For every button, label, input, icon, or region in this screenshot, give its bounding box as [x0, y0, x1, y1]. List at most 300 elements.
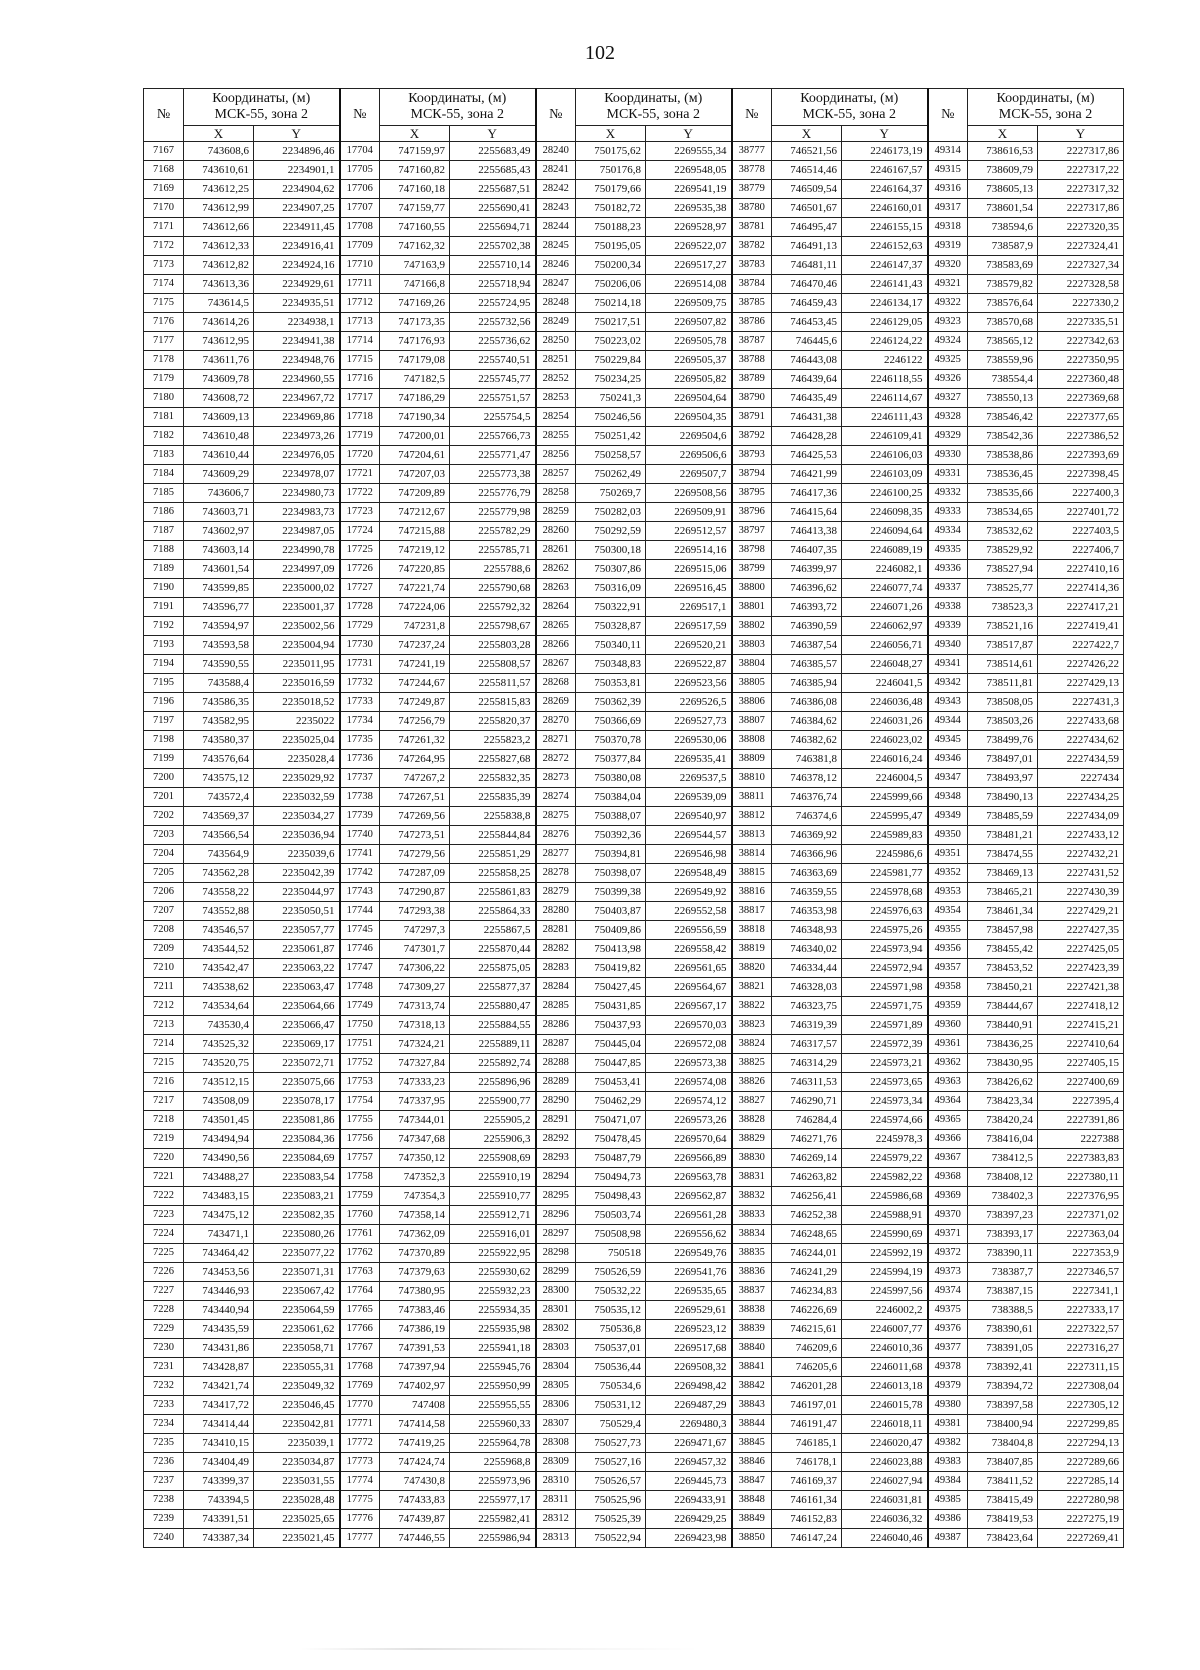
y-coordinate: 2227386,52	[1038, 427, 1124, 446]
point-number: 28279	[536, 883, 576, 902]
x-coordinate: 750534,6	[576, 1377, 646, 1396]
x-coordinate: 738426,62	[968, 1073, 1038, 1092]
x-coordinate: 750525,96	[576, 1491, 646, 1510]
y-coordinate: 2255945,76	[450, 1358, 536, 1377]
y-coordinate: 2235011,95	[254, 655, 340, 674]
x-coordinate: 747279,56	[380, 845, 450, 864]
x-coordinate: 746191,47	[772, 1415, 842, 1434]
point-number: 17750	[340, 1016, 380, 1035]
x-coordinate: 750340,11	[576, 636, 646, 655]
x-coordinate: 738453,52	[968, 959, 1038, 978]
point-number: 28252	[536, 370, 576, 389]
x-coordinate: 738388,5	[968, 1301, 1038, 1320]
x-coordinate: 743609,13	[184, 408, 254, 427]
table-row	[144, 275, 1124, 294]
point-number: 28302	[536, 1320, 576, 1339]
y-coordinate: 2269522,07	[646, 237, 732, 256]
y-coordinate: 2255838,8	[450, 807, 536, 826]
x-coordinate: 743599,85	[184, 579, 254, 598]
x-coordinate: 738420,24	[968, 1111, 1038, 1130]
point-number: 38828	[732, 1111, 772, 1130]
y-coordinate: 2246164,37	[842, 180, 928, 199]
point-number: 38798	[732, 541, 772, 560]
point-number: 17767	[340, 1339, 380, 1358]
x-header: X	[576, 126, 646, 142]
table-row	[144, 465, 1124, 484]
table-row	[144, 218, 1124, 237]
y-coordinate: 2255803,28	[450, 636, 536, 655]
y-coordinate: 2227434,09	[1038, 807, 1124, 826]
y-coordinate: 2269529,61	[646, 1301, 732, 1320]
point-number: 7226	[144, 1263, 184, 1282]
x-coordinate: 746323,75	[772, 997, 842, 1016]
y-coordinate: 2246089,19	[842, 541, 928, 560]
y-coordinate: 2255910,19	[450, 1168, 536, 1187]
y-coordinate: 2246062,97	[842, 617, 928, 636]
point-number: 38839	[732, 1320, 772, 1339]
y-coordinate: 2234948,76	[254, 351, 340, 370]
y-coordinate: 2227324,41	[1038, 237, 1124, 256]
x-coordinate: 750394,81	[576, 845, 646, 864]
x-coordinate: 746521,56	[772, 142, 842, 161]
x-coordinate: 747200,01	[380, 427, 450, 446]
y-coordinate: 2246103,09	[842, 465, 928, 484]
table-row	[144, 408, 1124, 427]
x-coordinate: 738616,53	[968, 142, 1038, 161]
x-coordinate: 738387,7	[968, 1263, 1038, 1282]
point-number: 49334	[928, 522, 968, 541]
point-number: 7182	[144, 427, 184, 446]
point-number: 17720	[340, 446, 380, 465]
point-number: 49325	[928, 351, 968, 370]
point-number: 17707	[340, 199, 380, 218]
point-number: 7215	[144, 1054, 184, 1073]
coords-label: Координаты, (м)	[996, 91, 1095, 106]
x-coordinate: 738412,5	[968, 1149, 1038, 1168]
x-coordinate: 747324,21	[380, 1035, 450, 1054]
y-coordinate: 2235083,21	[254, 1187, 340, 1206]
y-coordinate: 2255782,29	[450, 522, 536, 541]
x-coordinate: 738415,49	[968, 1491, 1038, 1510]
y-coordinate: 2269539,09	[646, 788, 732, 807]
x-coordinate: 738546,42	[968, 408, 1038, 427]
y-coordinate: 2235001,37	[254, 598, 340, 617]
point-number: 28283	[536, 959, 576, 978]
x-coordinate: 750508,98	[576, 1225, 646, 1244]
x-coordinate: 750532,22	[576, 1282, 646, 1301]
y-coordinate: 2235066,47	[254, 1016, 340, 1035]
table-row	[144, 1244, 1124, 1263]
y-coordinate: 2269516,45	[646, 579, 732, 598]
x-coordinate: 738393,17	[968, 1225, 1038, 1244]
point-number: 49335	[928, 541, 968, 560]
point-number: 17727	[340, 579, 380, 598]
point-number: 49352	[928, 864, 968, 883]
x-coordinate: 743601,54	[184, 560, 254, 579]
x-coordinate: 750262,49	[576, 465, 646, 484]
point-number: 38826	[732, 1073, 772, 1092]
x-coordinate: 738517,87	[968, 636, 1038, 655]
point-number: 28309	[536, 1453, 576, 1472]
y-coordinate: 2269535,65	[646, 1282, 732, 1301]
point-number: 49369	[928, 1187, 968, 1206]
x-coordinate: 743387,34	[184, 1529, 254, 1548]
y-coordinate: 2227327,34	[1038, 256, 1124, 275]
x-coordinate: 743580,37	[184, 731, 254, 750]
table-row	[144, 1263, 1124, 1282]
point-number: 49321	[928, 275, 968, 294]
y-coordinate: 2227417,21	[1038, 598, 1124, 617]
point-number: 17757	[340, 1149, 380, 1168]
x-coordinate: 746234,83	[772, 1282, 842, 1301]
y-coordinate: 2227377,65	[1038, 408, 1124, 427]
point-number: 49383	[928, 1453, 968, 1472]
y-coordinate: 2269504,35	[646, 408, 732, 427]
x-coordinate: 743564,9	[184, 845, 254, 864]
point-number: 38777	[732, 142, 772, 161]
x-coordinate: 746491,13	[772, 237, 842, 256]
point-number: 17770	[340, 1396, 380, 1415]
point-number: 7190	[144, 579, 184, 598]
point-number: 7227	[144, 1282, 184, 1301]
y-coordinate: 2227371,02	[1038, 1206, 1124, 1225]
x-coordinate: 743464,42	[184, 1244, 254, 1263]
y-coordinate: 2255955,55	[450, 1396, 536, 1415]
x-coordinate: 747224,06	[380, 598, 450, 617]
y-coordinate: 2234969,86	[254, 408, 340, 427]
y-coordinate: 2234941,38	[254, 332, 340, 351]
point-number: 28259	[536, 503, 576, 522]
point-number: 38848	[732, 1491, 772, 1510]
point-number: 49385	[928, 1491, 968, 1510]
y-coordinate: 2227434,62	[1038, 731, 1124, 750]
x-coordinate: 738534,65	[968, 503, 1038, 522]
y-coordinate: 2269514,08	[646, 275, 732, 294]
point-number: 7230	[144, 1339, 184, 1358]
y-coordinate: 2235031,55	[254, 1472, 340, 1491]
point-number: 17738	[340, 788, 380, 807]
x-coordinate: 743572,4	[184, 788, 254, 807]
x-coordinate: 747267,2	[380, 769, 450, 788]
x-coordinate: 738499,76	[968, 731, 1038, 750]
y-coordinate: 2235078,17	[254, 1092, 340, 1111]
point-number: 17756	[340, 1130, 380, 1149]
x-coordinate: 743552,88	[184, 902, 254, 921]
point-number: 17743	[340, 883, 380, 902]
scan-smudge	[300, 1648, 700, 1650]
x-coordinate: 746387,54	[772, 636, 842, 655]
x-coordinate: 747219,12	[380, 541, 450, 560]
x-coordinate: 747186,29	[380, 389, 450, 408]
y-coordinate: 2255960,33	[450, 1415, 536, 1434]
point-number: 28286	[536, 1016, 576, 1035]
point-number: 49338	[928, 598, 968, 617]
point-number: 28267	[536, 655, 576, 674]
x-coordinate: 746470,46	[772, 275, 842, 294]
point-number: 7229	[144, 1320, 184, 1339]
x-coordinate: 738394,72	[968, 1377, 1038, 1396]
x-coordinate: 746428,28	[772, 427, 842, 446]
y-coordinate: 2269508,56	[646, 484, 732, 503]
x-coordinate: 746399,97	[772, 560, 842, 579]
y-coordinate: 2227418,12	[1038, 997, 1124, 1016]
x-coordinate: 747176,93	[380, 332, 450, 351]
x-coordinate: 743582,95	[184, 712, 254, 731]
x-coordinate: 747220,85	[380, 560, 450, 579]
point-number: 49356	[928, 940, 968, 959]
y-coordinate: 2234976,05	[254, 446, 340, 465]
y-coordinate: 2245973,21	[842, 1054, 928, 1073]
point-number: 38836	[732, 1263, 772, 1282]
x-coordinate: 746382,62	[772, 731, 842, 750]
table-row	[144, 997, 1124, 1016]
point-number: 49342	[928, 674, 968, 693]
x-coordinate: 750427,45	[576, 978, 646, 997]
point-number: 49386	[928, 1510, 968, 1529]
y-coordinate: 2269509,75	[646, 294, 732, 313]
coords-header	[184, 89, 340, 126]
x-coordinate: 750362,39	[576, 693, 646, 712]
x-coordinate: 747293,38	[380, 902, 450, 921]
point-number: 49318	[928, 218, 968, 237]
y-coordinate: 2269471,67	[646, 1434, 732, 1453]
x-coordinate: 747318,13	[380, 1016, 450, 1035]
point-number: 17721	[340, 465, 380, 484]
y-coordinate: 2255779,98	[450, 503, 536, 522]
table-row	[144, 731, 1124, 750]
point-number: 17732	[340, 674, 380, 693]
x-header: X	[772, 126, 842, 142]
point-number: 17729	[340, 617, 380, 636]
x-coordinate: 750229,84	[576, 351, 646, 370]
x-coordinate: 747244,67	[380, 674, 450, 693]
y-coordinate: 2255790,68	[450, 579, 536, 598]
point-number: 7184	[144, 465, 184, 484]
x-coordinate: 746453,45	[772, 313, 842, 332]
table-row	[144, 522, 1124, 541]
x-coordinate: 738570,68	[968, 313, 1038, 332]
point-number: 49373	[928, 1263, 968, 1282]
x-coordinate: 738416,04	[968, 1130, 1038, 1149]
y-coordinate: 2227285,14	[1038, 1472, 1124, 1491]
x-coordinate: 743544,52	[184, 940, 254, 959]
y-coordinate: 2269504,64	[646, 389, 732, 408]
point-number: 38796	[732, 503, 772, 522]
point-number: 7216	[144, 1073, 184, 1092]
y-coordinate: 2234960,55	[254, 370, 340, 389]
point-number: 38807	[732, 712, 772, 731]
system-label: МСК-55, зона 2	[214, 107, 308, 122]
x-coordinate: 747173,35	[380, 313, 450, 332]
y-coordinate: 2245995,47	[842, 807, 928, 826]
y-coordinate: 2227422,7	[1038, 636, 1124, 655]
x-coordinate: 747397,94	[380, 1358, 450, 1377]
y-coordinate: 2255823,2	[450, 731, 536, 750]
x-coordinate: 743440,94	[184, 1301, 254, 1320]
x-coordinate: 743614,26	[184, 313, 254, 332]
y-coordinate: 2246016,24	[842, 750, 928, 769]
point-number: 17774	[340, 1472, 380, 1491]
point-number: 7192	[144, 617, 184, 636]
point-number: 28266	[536, 636, 576, 655]
x-coordinate: 747182,5	[380, 370, 450, 389]
x-coordinate: 743490,56	[184, 1149, 254, 1168]
point-number: 38789	[732, 370, 772, 389]
point-number: 49347	[928, 769, 968, 788]
x-coordinate: 746384,62	[772, 712, 842, 731]
point-number: 49367	[928, 1149, 968, 1168]
x-coordinate: 746317,57	[772, 1035, 842, 1054]
point-number: 7232	[144, 1377, 184, 1396]
point-number: 38790	[732, 389, 772, 408]
x-coordinate: 738511,81	[968, 674, 1038, 693]
point-number: 38815	[732, 864, 772, 883]
point-number: 49337	[928, 579, 968, 598]
x-coordinate: 738536,45	[968, 465, 1038, 484]
point-number: 38809	[732, 750, 772, 769]
y-coordinate: 2246129,05	[842, 313, 928, 332]
x-coordinate: 746271,76	[772, 1130, 842, 1149]
x-coordinate: 750195,05	[576, 237, 646, 256]
y-coordinate: 2235028,4	[254, 750, 340, 769]
point-number: 38786	[732, 313, 772, 332]
x-coordinate: 743608,6	[184, 142, 254, 161]
point-number: 38820	[732, 959, 772, 978]
y-coordinate: 2246134,17	[842, 294, 928, 313]
system-label: МСК-55, зона 2	[802, 107, 896, 122]
point-number: 38808	[732, 731, 772, 750]
coordinates-table	[143, 88, 1124, 1548]
point-number: 49339	[928, 617, 968, 636]
x-coordinate: 750370,78	[576, 731, 646, 750]
x-coordinate: 746197,01	[772, 1396, 842, 1415]
x-coordinate: 746201,28	[772, 1377, 842, 1396]
x-coordinate: 750403,87	[576, 902, 646, 921]
x-coordinate: 746481,11	[772, 256, 842, 275]
y-coordinate: 2234901,1	[254, 161, 340, 180]
x-coordinate: 743391,51	[184, 1510, 254, 1529]
x-coordinate: 746425,53	[772, 446, 842, 465]
point-number: 28273	[536, 769, 576, 788]
x-coordinate: 747160,18	[380, 180, 450, 199]
x-coordinate: 746290,71	[772, 1092, 842, 1111]
x-coordinate: 738514,61	[968, 655, 1038, 674]
point-number: 28299	[536, 1263, 576, 1282]
point-number: 28250	[536, 332, 576, 351]
y-coordinate: 2235061,62	[254, 1320, 340, 1339]
x-coordinate: 747159,97	[380, 142, 450, 161]
x-coordinate: 750384,04	[576, 788, 646, 807]
x-coordinate: 743569,37	[184, 807, 254, 826]
y-coordinate: 2227393,69	[1038, 446, 1124, 465]
y-coordinate: 2246155,15	[842, 218, 928, 237]
y-coordinate: 2255880,47	[450, 997, 536, 1016]
y-coordinate: 2235032,59	[254, 788, 340, 807]
y-coordinate: 2269574,12	[646, 1092, 732, 1111]
point-number: 17762	[340, 1244, 380, 1263]
x-coordinate: 750353,81	[576, 674, 646, 693]
point-number: 7177	[144, 332, 184, 351]
y-coordinate: 2269570,64	[646, 1130, 732, 1149]
x-coordinate: 743613,36	[184, 275, 254, 294]
x-coordinate: 750316,09	[576, 579, 646, 598]
y-coordinate: 2235058,71	[254, 1339, 340, 1358]
point-number: 17752	[340, 1054, 380, 1073]
point-number: 17746	[340, 940, 380, 959]
num-header: №	[340, 89, 380, 142]
x-coordinate: 743590,55	[184, 655, 254, 674]
y-coordinate: 2227316,27	[1038, 1339, 1124, 1358]
point-number: 17733	[340, 693, 380, 712]
point-number: 7189	[144, 560, 184, 579]
point-number: 17714	[340, 332, 380, 351]
x-coordinate: 743446,93	[184, 1282, 254, 1301]
y-header: Y	[1038, 126, 1124, 142]
x-coordinate: 747169,26	[380, 294, 450, 313]
y-coordinate: 2255732,56	[450, 313, 536, 332]
point-number: 49359	[928, 997, 968, 1016]
x-coordinate: 750392,36	[576, 826, 646, 845]
x-coordinate: 738554,4	[968, 370, 1038, 389]
y-coordinate: 2227433,12	[1038, 826, 1124, 845]
x-coordinate: 743610,48	[184, 427, 254, 446]
y-coordinate: 2255950,99	[450, 1377, 536, 1396]
y-coordinate: 2255922,95	[450, 1244, 536, 1263]
y-coordinate: 2255690,41	[450, 199, 536, 218]
y-coordinate: 2227280,98	[1038, 1491, 1124, 1510]
point-number: 7168	[144, 161, 184, 180]
x-coordinate: 747301,7	[380, 940, 450, 959]
point-number: 38812	[732, 807, 772, 826]
y-coordinate: 2245997,56	[842, 1282, 928, 1301]
point-number: 38788	[732, 351, 772, 370]
x-coordinate: 746385,94	[772, 674, 842, 693]
point-number: 28288	[536, 1054, 576, 1073]
y-coordinate: 2234929,61	[254, 275, 340, 294]
x-coordinate: 750453,41	[576, 1073, 646, 1092]
x-coordinate: 738402,3	[968, 1187, 1038, 1206]
point-number: 7210	[144, 959, 184, 978]
point-number: 7203	[144, 826, 184, 845]
point-number: 28312	[536, 1510, 576, 1529]
point-number: 7191	[144, 598, 184, 617]
y-coordinate: 2235064,66	[254, 997, 340, 1016]
y-coordinate: 2255932,23	[450, 1282, 536, 1301]
y-coordinate: 2235069,17	[254, 1035, 340, 1054]
table-row	[144, 199, 1124, 218]
x-coordinate: 743562,28	[184, 864, 254, 883]
point-number: 38843	[732, 1396, 772, 1415]
x-coordinate: 738397,58	[968, 1396, 1038, 1415]
table-row	[144, 579, 1124, 598]
y-coordinate: 2245974,66	[842, 1111, 928, 1130]
x-coordinate: 750300,18	[576, 541, 646, 560]
y-coordinate: 2245973,34	[842, 1092, 928, 1111]
x-coordinate: 743612,25	[184, 180, 254, 199]
y-coordinate: 2246002,2	[842, 1301, 928, 1320]
point-number: 17704	[340, 142, 380, 161]
y-coordinate: 2246041,5	[842, 674, 928, 693]
x-coordinate: 747402,97	[380, 1377, 450, 1396]
x-coordinate: 746226,69	[772, 1301, 842, 1320]
point-number: 7197	[144, 712, 184, 731]
y-coordinate: 2246004,5	[842, 769, 928, 788]
y-coordinate: 2245999,66	[842, 788, 928, 807]
point-number: 7194	[144, 655, 184, 674]
point-number: 49341	[928, 655, 968, 674]
y-coordinate: 2269520,21	[646, 636, 732, 655]
x-coordinate: 743421,74	[184, 1377, 254, 1396]
